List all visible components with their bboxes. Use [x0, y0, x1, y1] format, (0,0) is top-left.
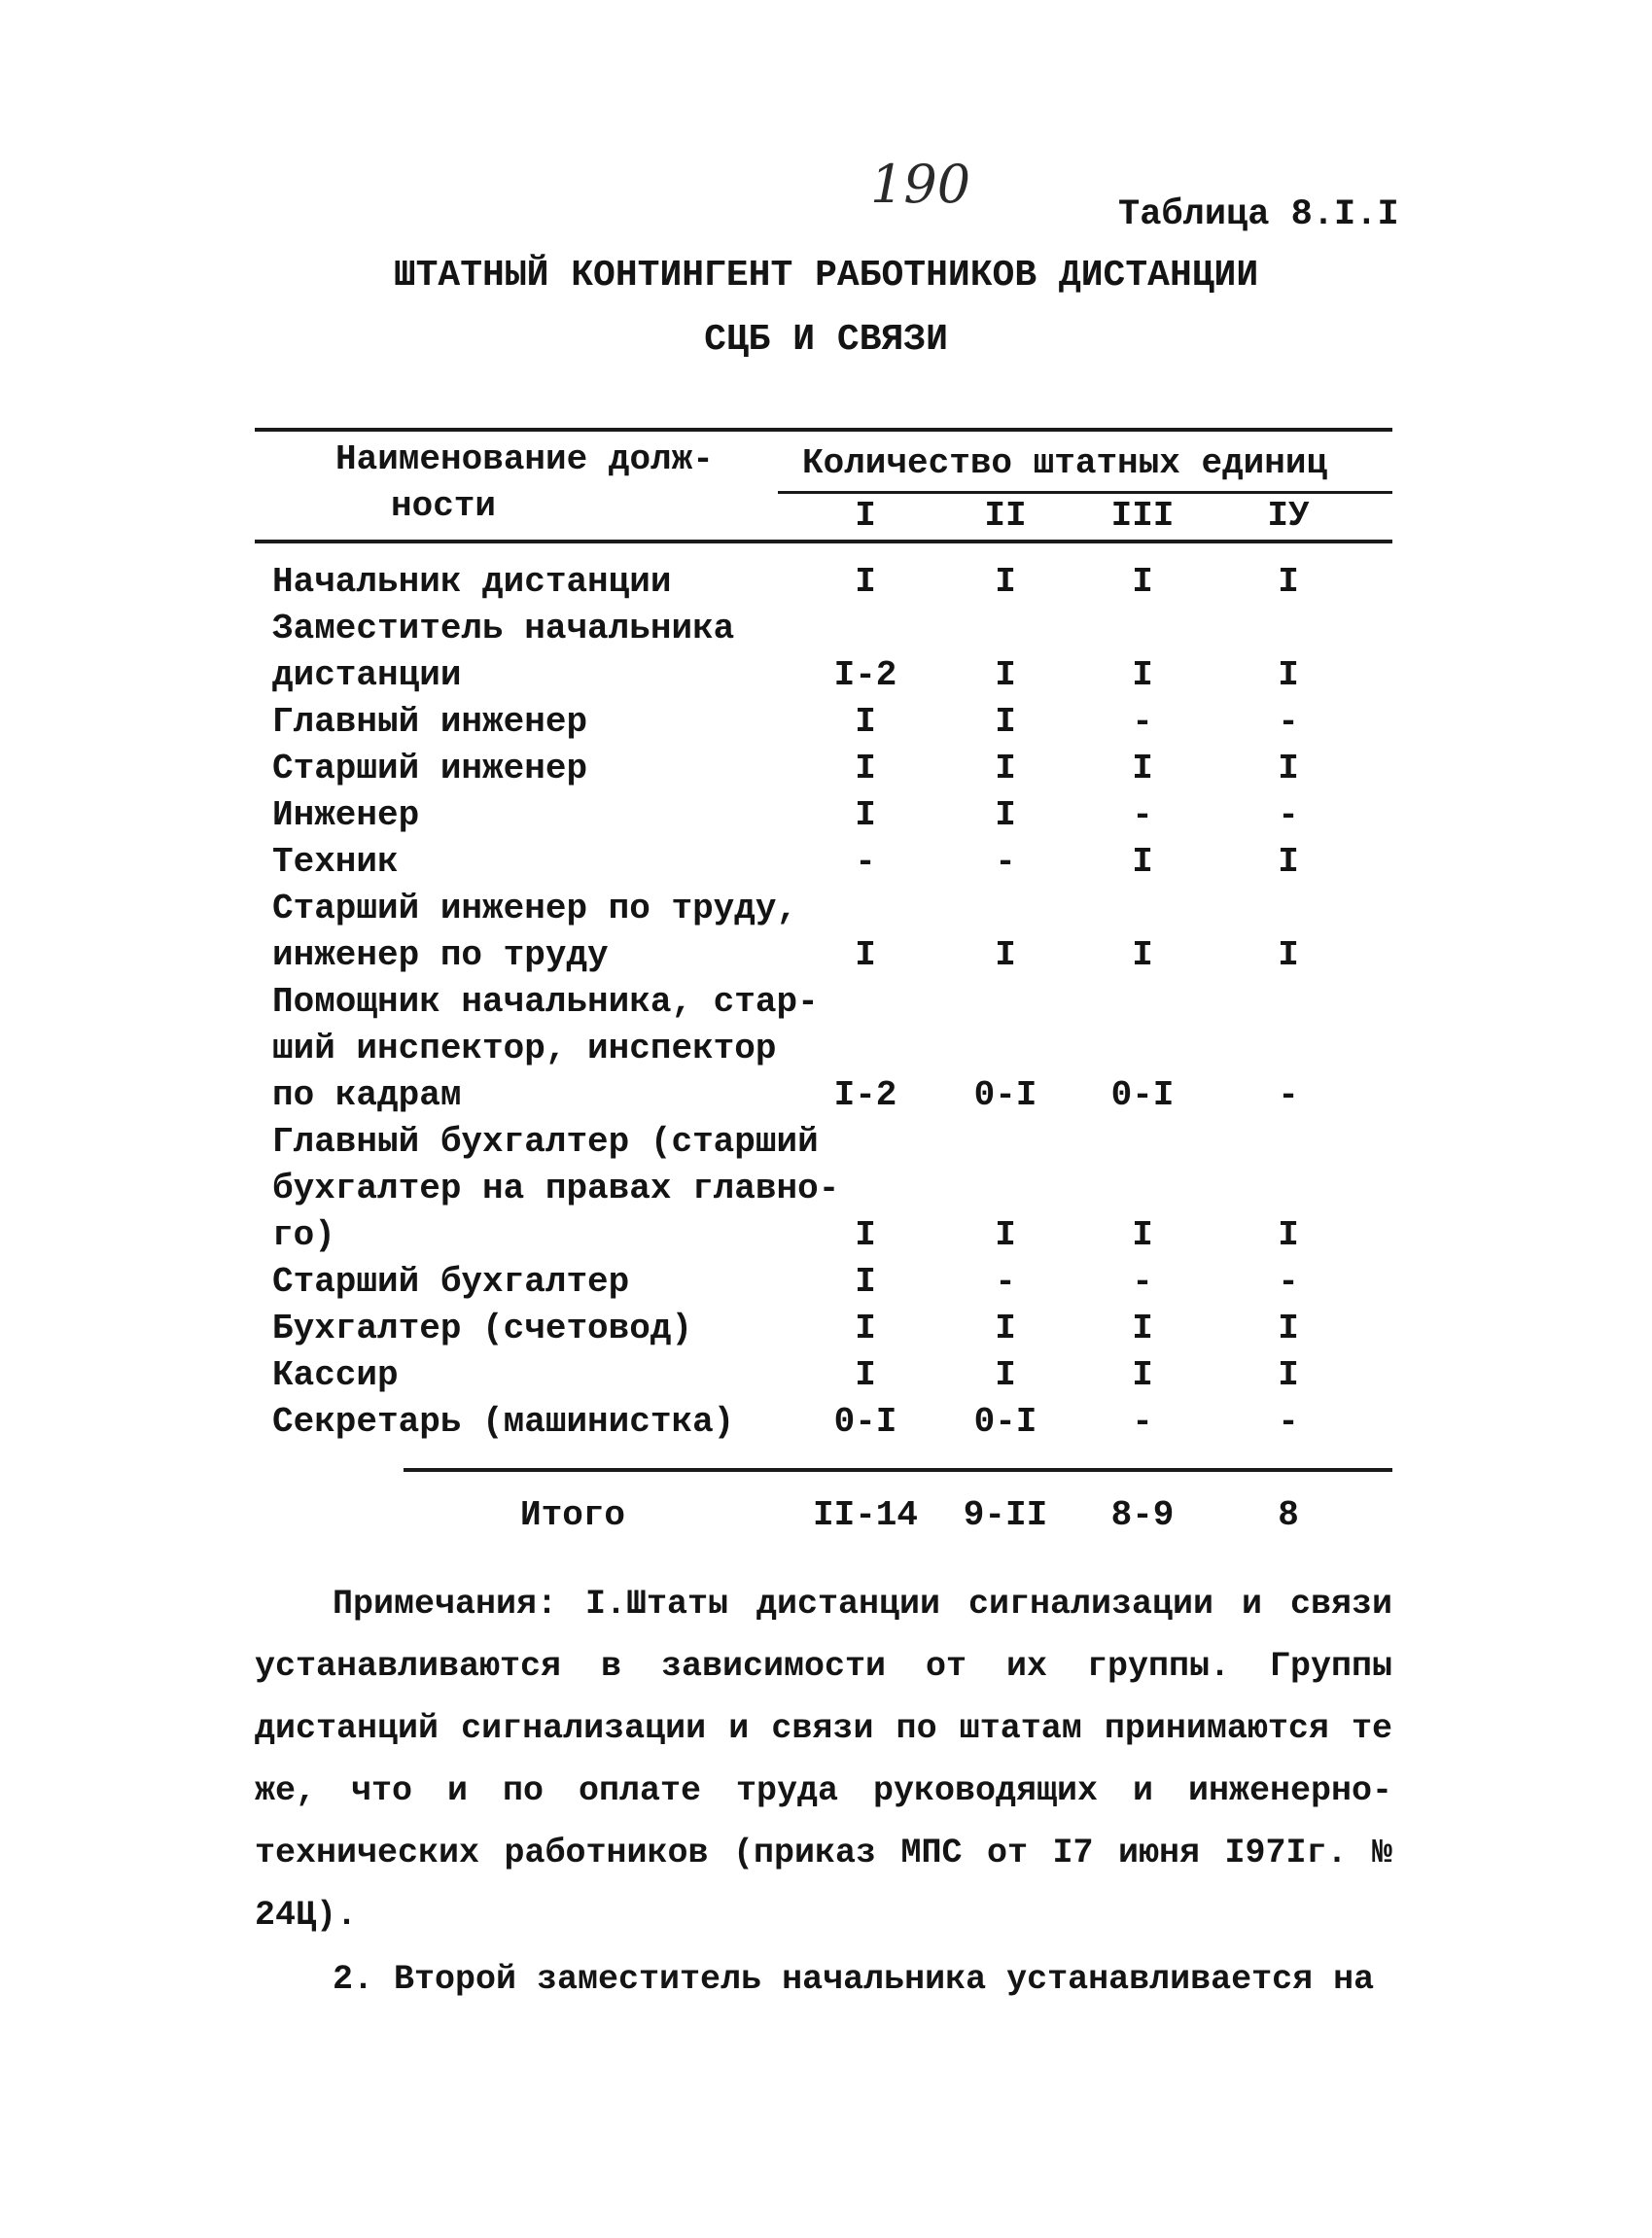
row-value-group-2: I — [995, 702, 1016, 742]
row-label: Бухгалтер (счетовод) — [272, 1309, 693, 1348]
row-label: Начальник дистанции — [272, 562, 672, 602]
row-value-group-3: - — [1132, 795, 1153, 835]
row-value-group-1: I — [855, 935, 876, 975]
row-value-group-1: I-2 — [833, 655, 897, 695]
page-number: 190 — [870, 154, 971, 215]
row-value-group-2: I — [995, 1309, 1016, 1348]
row-value-group-4: I — [1278, 1309, 1299, 1348]
row-value-group-1: I — [855, 1309, 876, 1348]
row-value-group-4: - — [1278, 702, 1299, 742]
row-value-group-3: - — [1132, 702, 1153, 742]
notes — [255, 1573, 1392, 2011]
total-rule — [404, 1468, 1392, 1472]
total-value-group-3: 8-9 — [1110, 1495, 1175, 1535]
row-value-group-3: I — [1132, 749, 1153, 788]
row-value-group-3: I — [1132, 1215, 1153, 1255]
row-label: Секретарь (машинистка) — [272, 1402, 735, 1442]
row-label-continued: инженер по труду — [272, 935, 609, 975]
row-value-group-4: I — [1278, 935, 1299, 975]
row-value-group-2: - — [995, 1262, 1016, 1302]
row-label-continued: ший инспектор, инспектор — [272, 1029, 777, 1068]
row-value-group-2: I — [995, 655, 1016, 695]
row-value-group-2: 0-I — [973, 1402, 1037, 1442]
table-label: Таблица 8.I.I — [1118, 194, 1399, 235]
row-value-group-1: I — [855, 1215, 876, 1255]
row-value-group-4: - — [1278, 795, 1299, 835]
row-value-group-1: 0-I — [833, 1402, 897, 1442]
row-value-group-2: I — [995, 562, 1016, 602]
row-label: Старший инженер по труду, — [272, 889, 798, 928]
row-value-group-1: I — [855, 1355, 876, 1395]
total-label: Итого — [520, 1495, 626, 1535]
row-label-continued: по кадрам — [272, 1075, 462, 1115]
row-label-continued: го) — [272, 1215, 335, 1255]
note-1: Примечания: I.Штаты дистанции сигнализации и связи устанавливаются в зависимости от их группы. Группы дистанций сигнализации и связи по штатам принимаются те же, что и по оплате труда руководящих и инженерно-технических работников (приказ МПС от I7 июня I97Iг. № 24Ц). — [255, 1585, 1392, 1935]
header-group-3: III — [1110, 496, 1175, 536]
row-value-group-4: - — [1278, 1402, 1299, 1442]
header-group-4: IУ — [1267, 496, 1310, 536]
row-value-group-4: - — [1278, 1075, 1299, 1115]
table-top-rule — [255, 428, 1392, 432]
header-position-line2: ности — [391, 486, 497, 526]
row-value-group-3: I — [1132, 1355, 1153, 1395]
row-value-group-2: I — [995, 935, 1016, 975]
header-position-line1: Наименование долж- — [335, 439, 714, 479]
row-value-group-1: I — [855, 795, 876, 835]
row-label: Старший бухгалтер — [272, 1262, 630, 1302]
document-title-line2: СЦБ И СВЯЗИ — [704, 319, 948, 361]
header-group-2: II — [984, 496, 1027, 536]
row-value-group-3: I — [1132, 562, 1153, 602]
row-value-group-3: I — [1132, 655, 1153, 695]
row-value-group-3: I — [1132, 842, 1153, 882]
header-count-group: Количество штатных единиц — [802, 443, 1328, 483]
row-label: Заместитель начальника — [272, 609, 735, 648]
row-label-continued: дистанции — [272, 655, 462, 695]
note-2: 2. Второй заместитель начальника устанавливается на — [333, 1960, 1375, 1999]
row-value-group-1: I-2 — [833, 1075, 897, 1115]
row-value-group-4: I — [1278, 842, 1299, 882]
total-value-group-1: II-14 — [812, 1495, 919, 1535]
row-value-group-1: I — [855, 1262, 876, 1302]
row-value-group-4: - — [1278, 1262, 1299, 1302]
document-title-line1: ШТАТНЫЙ КОНТИНГЕНТ РАБОТНИКОВ ДИСТАНЦИИ — [393, 255, 1259, 297]
row-value-group-1: I — [855, 562, 876, 602]
total-value-group-2: 9-II — [963, 1495, 1048, 1535]
row-value-group-3: 0-I — [1110, 1075, 1175, 1115]
header-group-1: I — [855, 496, 876, 536]
row-value-group-2: - — [995, 842, 1016, 882]
row-value-group-4: I — [1278, 1215, 1299, 1255]
row-value-group-2: 0-I — [973, 1075, 1037, 1115]
row-value-group-4: I — [1278, 749, 1299, 788]
header-sub-rule — [778, 491, 1392, 494]
row-value-group-4: I — [1278, 562, 1299, 602]
row-value-group-2: I — [995, 795, 1016, 835]
row-label: Инженер — [272, 795, 420, 835]
row-value-group-3: I — [1132, 935, 1153, 975]
row-value-group-4: I — [1278, 1355, 1299, 1395]
row-value-group-3: I — [1132, 1309, 1153, 1348]
row-value-group-2: I — [995, 749, 1016, 788]
row-value-group-3: - — [1132, 1402, 1153, 1442]
row-value-group-3: - — [1132, 1262, 1153, 1302]
row-value-group-1: I — [855, 702, 876, 742]
row-label: Старший инженер — [272, 749, 588, 788]
row-value-group-2: I — [995, 1355, 1016, 1395]
row-value-group-1: - — [855, 842, 876, 882]
row-label: Главный бухгалтер (старший — [272, 1122, 819, 1162]
row-label: Помощник начальника, стар- — [272, 982, 819, 1022]
row-label: Кассир — [272, 1355, 399, 1395]
row-value-group-1: I — [855, 749, 876, 788]
row-label: Техник — [272, 842, 399, 882]
header-bottom-rule — [255, 540, 1392, 543]
total-value-group-4: 8 — [1278, 1495, 1299, 1535]
row-label: Главный инженер — [272, 702, 588, 742]
row-value-group-2: I — [995, 1215, 1016, 1255]
row-label-continued: бухгалтер на правах главно- — [272, 1169, 840, 1208]
row-value-group-4: I — [1278, 655, 1299, 695]
